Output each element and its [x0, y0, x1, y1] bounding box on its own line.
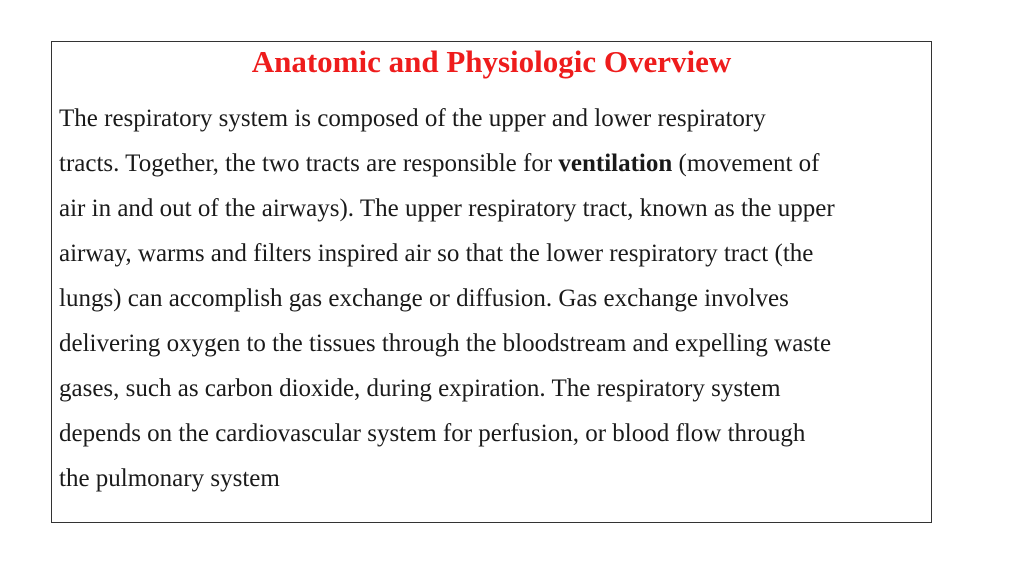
- paragraph-line-4: airway, warms and filters inspired air so that the lower respiratory tract (the: [59, 240, 814, 267]
- paragraph-line-2-end: (movement of: [672, 150, 820, 177]
- ventilation-term: ventilation: [558, 150, 673, 177]
- paragraph-line-9: the pulmonary system: [59, 465, 280, 492]
- paragraph-line-1: The respiratory system is composed of the upper and lower respiratory: [59, 105, 766, 132]
- paragraph-line-5: lungs) can accomplish gas exchange or diffusion. Gas exchange involves: [59, 285, 789, 312]
- paragraph-line-6: delivering oxygen to the tissues through the bloodstream and expelling waste: [59, 330, 832, 357]
- paragraph-line-8: depends on the cardiovascular system for perfusion, or blood flow through: [59, 420, 806, 447]
- paragraph-line-2-start: tracts. Together, the two tracts are responsible for: [59, 150, 559, 177]
- paragraph-line-2: [59, 141, 925, 186]
- content-box: [51, 41, 932, 523]
- slide-title: Anatomic and Physiologic Overview: [251, 44, 732, 79]
- paragraph-line-3: air in and out of the airways). The upper respiratory tract, known as the upper: [59, 195, 835, 222]
- paragraph-line-7: gases, such as carbon dioxide, during expiration. The respiratory system: [59, 375, 781, 402]
- body-paragraph: [59, 96, 925, 501]
